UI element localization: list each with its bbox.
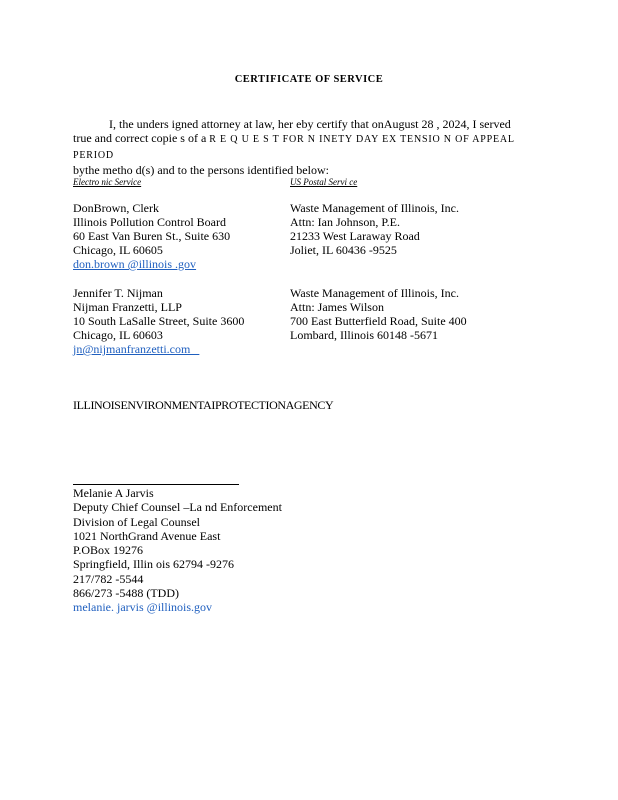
recipient-line: Chicago, IL 60603 xyxy=(73,328,163,342)
recipient-email-link[interactable]: jn@nijmanfranzetti.com xyxy=(73,342,200,356)
certification-line-2 xyxy=(73,131,545,163)
signatory-block xyxy=(73,486,282,615)
recipient-line: 21233 West Laraway Road xyxy=(290,229,420,243)
served-document-title: R E Q U E S T FOR N INETY DAY EX TENSIO N OF APPEAL PERIOD xyxy=(73,134,515,161)
signatory-phone: 217/782 -5544 xyxy=(73,571,144,586)
signatory-po-box: P.OBox 19276 xyxy=(73,543,144,558)
recipient-line: DonBrown, Clerk xyxy=(73,201,159,215)
recipient-line: Waste Management of Illinois, Inc. xyxy=(290,286,459,300)
recipient-email-link[interactable]: don.brown @illinois .gov xyxy=(73,257,197,271)
recipient-line: Nijman Franzetti, LLP xyxy=(73,300,182,314)
certification-line-1 xyxy=(73,117,545,131)
document-title: CERTIFICATE OF SERVICE xyxy=(234,74,384,85)
recipient-line: 10 South LaSalle Street, Suite 3600 xyxy=(73,314,245,328)
electronic-recipient-1 xyxy=(73,201,230,271)
recipient-line: Joliet, IL 60436 -9525 xyxy=(290,243,397,257)
recipient-line: 60 East Van Buren St., Suite 630 xyxy=(73,229,231,243)
certification-line-3: bythe metho d(s) and to the persons identified below: xyxy=(73,163,329,177)
certification-paragraph xyxy=(73,117,545,177)
recipient-line: Attn: Ian Johnson, P.E. xyxy=(290,215,401,229)
certification-text-2: true and correct copie s of a xyxy=(73,131,210,145)
recipient-line: Chicago, IL 60605 xyxy=(73,243,163,257)
signature-line xyxy=(73,484,239,485)
signatory-address: 1021 NorthGrand Avenue East xyxy=(73,528,221,543)
service-date: August 28 , 2024 xyxy=(383,117,467,131)
postal-service-heading: US Postal Servi ce xyxy=(290,177,358,187)
signatory-tdd: 866/273 -5488 (TDD) xyxy=(73,586,179,601)
recipient-line: Lombard, Illinois 60148 -5671 xyxy=(290,328,438,342)
postal-recipient-1 xyxy=(290,201,459,257)
signatory-city: Springfield, Illin ois 62794 -9276 xyxy=(73,557,234,572)
recipient-line: Waste Management of Illinois, Inc. xyxy=(290,201,459,215)
signatory-title: Deputy Chief Counsel –La nd Enforcement xyxy=(73,500,282,515)
recipient-line: Attn: James Wilson xyxy=(290,300,384,314)
recipient-line: Jennifer T. Nijman xyxy=(73,286,163,300)
certification-text-1b: , I served xyxy=(466,117,511,131)
signatory-email[interactable]: melanie. jarvis @illinois.gov xyxy=(73,600,213,615)
signatory-name: Melanie A Jarvis xyxy=(73,486,154,500)
certification-text-1a: I, the unders igned attorney at law, her eby certify that on xyxy=(109,117,384,131)
agency-name: ILLINOISENVIRONMENTAIPROTECTIONAGENCY xyxy=(73,398,334,412)
signatory-division: Division of Legal Counsel xyxy=(73,514,200,529)
electronic-recipient-2 xyxy=(73,286,244,356)
recipient-line: Illinois Pollution Control Board xyxy=(73,215,227,229)
recipient-line: 700 East Butterfield Road, Suite 400 xyxy=(290,314,467,328)
electronic-service-heading: Electro nic Service xyxy=(73,177,142,187)
postal-recipient-2 xyxy=(290,286,467,342)
